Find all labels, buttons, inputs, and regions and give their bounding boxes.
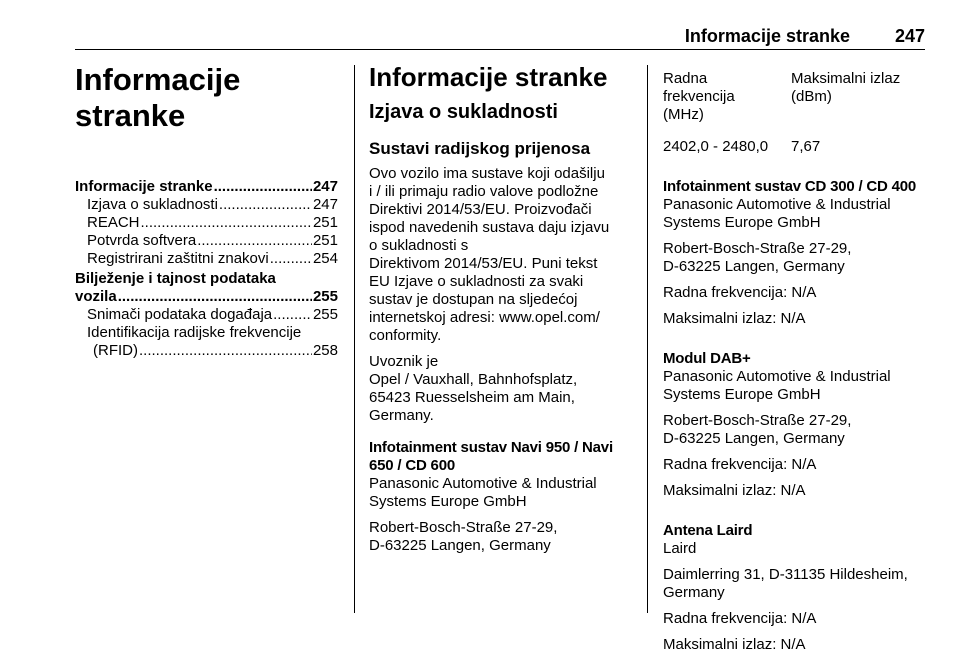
chapter-title: Informacije stranke	[75, 62, 241, 133]
laird-heading: Antena Laird	[663, 522, 753, 539]
table-of-contents	[75, 178, 338, 360]
section-title: Informacije stranke	[369, 62, 608, 92]
toc-entry[interactable]: Izjava o sukladnosti ..... 247	[75, 196, 338, 214]
page-number: 247	[894, 26, 925, 46]
dab-heading: Modul DAB+	[663, 350, 751, 367]
frequency-table-row: 2402,0 - 2480,0 7,67	[663, 138, 821, 155]
section-subsubtitle: Sustavi radijskog prijenosa	[369, 139, 591, 158]
section-subtitle: Izjava o sukladnosti	[369, 101, 558, 123]
dab-output: Maksimalni izlaz: N/A	[663, 482, 806, 499]
header-rule	[75, 49, 925, 50]
toc-entry-main[interactable]: Informacije stranke ..... 247	[75, 178, 338, 196]
toc-entry[interactable]: Registrirani zaštitni znakovi ..... 254	[75, 250, 338, 268]
running-header-title: Informacije stranke	[684, 26, 850, 46]
infotainment-heading: Infotainment sustav Navi 950 / Navi 650 / CD 600	[369, 439, 613, 474]
column-divider-left	[354, 65, 355, 613]
laird-output: Maksimalni izlaz: N/A	[663, 636, 806, 653]
laird-frequency: Radna frekvencija: N/A	[663, 610, 817, 627]
laird-company: Laird	[663, 540, 697, 557]
conformity-paragraph: Ovo vozilo ima sustave koji odašilju i / ili primaju radio valove podložne Direktivi 2014/53/EU. Proizvođači ispod navedenih sustava daju izjavu o sukladnosti s Direktivom 2014/53/EU. Puni tekst EU Izjave o sukladnosti za svaki sustav je dostupan na sljedećoj internetskoj adresi: www.opel.com/ conformity.	[369, 165, 610, 344]
middle-column	[369, 62, 631, 555]
left-column	[75, 62, 338, 360]
frequency-table-header: Radna frekvencija (MHz) Maksimalni izlaz (dBm)	[663, 70, 901, 123]
toc-entry[interactable]: Identifikacija radijske frekvencije (RFID) ..... 258	[75, 324, 338, 360]
toc-entry[interactable]: REACH ..... 251	[75, 214, 338, 232]
toc-entry-main[interactable]: Bilježenje i tajnost podataka vozila ..... 255	[75, 270, 338, 306]
cd300-output: Maksimalni izlaz: N/A	[663, 310, 806, 327]
laird-address: Daimlerring 31, D-31135 Hildesheim, Germany	[663, 566, 908, 601]
cd300-frequency: Radna frekvencija: N/A	[663, 284, 817, 301]
infotainment-address: Robert-Bosch-Straße 27-29, D-63225 Langen, Germany	[369, 519, 558, 554]
cd300-address: Robert-Bosch-Straße 27-29, D-63225 Langen, Germany	[663, 240, 852, 275]
infotainment-company: Panasonic Automotive & Industrial Systems Europe GmbH	[369, 475, 597, 510]
right-column	[663, 70, 928, 654]
importer-paragraph: Uvoznik je Opel / Vauxhall, Bahnhofsplatz, 65423 Ruesselsheim am Main, Germany.	[369, 353, 578, 424]
dab-frequency: Radna frekvencija: N/A	[663, 456, 817, 473]
dab-company: Panasonic Automotive & Industrial Systems Europe GmbH	[663, 368, 891, 403]
column-divider-right	[647, 65, 648, 613]
toc-entry[interactable]: Potvrda softvera ..... 251	[75, 232, 338, 250]
dab-address: Robert-Bosch-Straße 27-29, D-63225 Langen, Germany	[663, 412, 852, 447]
cd300-heading: Infotainment sustav CD 300 / CD 400	[663, 178, 917, 195]
cd300-company: Panasonic Automotive & Industrial Systems Europe GmbH	[663, 196, 891, 231]
toc-entry[interactable]: Snimači podataka događaja ..... 255	[75, 306, 338, 324]
